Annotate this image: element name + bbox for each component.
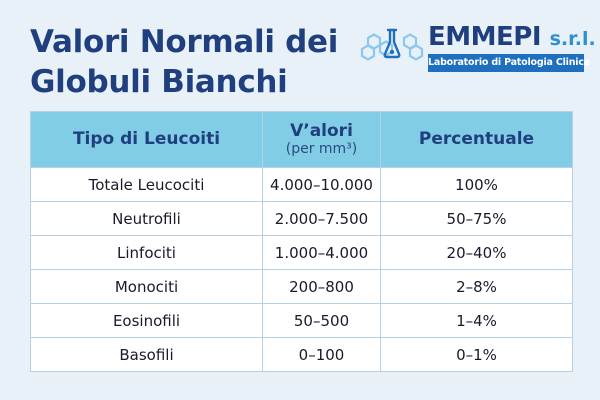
cell-percent: 1–4% (381, 304, 573, 338)
page-title (30, 22, 360, 102)
table-row (31, 236, 573, 270)
cell-percent: 50–75% (381, 202, 573, 236)
cell-values: 0–100 (263, 338, 381, 372)
leukocyte-table-container (30, 111, 572, 372)
page-title-line-2: Globuli Bianchi (30, 64, 288, 100)
cell-type: Totale Leucociti (31, 168, 263, 202)
table-row (31, 168, 573, 202)
cell-percent: 20–40% (381, 236, 573, 270)
cell-percent: 0–1% (381, 338, 573, 372)
cell-values: 2.000–7.500 (263, 202, 381, 236)
leukocyte-table (30, 111, 573, 372)
logo-name-text: EMMEPI (428, 22, 541, 52)
company-logo (358, 22, 596, 74)
logo-suffix: s.r.l. (549, 28, 596, 50)
table-row (31, 304, 573, 338)
cell-values: 1.000–4.000 (263, 236, 381, 270)
molecule-flask-icon (358, 24, 426, 68)
header-percent: Percentuale (381, 112, 573, 168)
page-title-line-1: Valori Normali dei (30, 24, 339, 60)
cell-values: 200–800 (263, 270, 381, 304)
cell-type: Linfociti (31, 236, 263, 270)
header-values-label: V’alori (290, 121, 353, 141)
header-values-unit: (per mm³) (285, 141, 358, 157)
cell-percent: 100% (381, 168, 573, 202)
cell-values: 4.000–10.000 (263, 168, 381, 202)
cell-type: Neutrofili (31, 202, 263, 236)
cell-percent: 2–8% (381, 270, 573, 304)
cell-type: Basofili (31, 338, 263, 372)
logo-name (428, 22, 596, 54)
cell-type: Monociti (31, 270, 263, 304)
logo-tagline: Laboratorio di Patologia Clinica (428, 54, 584, 72)
cell-type: Eosinofili (31, 304, 263, 338)
header-type: Tipo di Leucoiti (31, 112, 263, 168)
table-row (31, 202, 573, 236)
table-header-row (31, 112, 573, 168)
header-values (263, 112, 381, 168)
table-row (31, 338, 573, 372)
cell-values: 50–500 (263, 304, 381, 338)
table-row (31, 270, 573, 304)
